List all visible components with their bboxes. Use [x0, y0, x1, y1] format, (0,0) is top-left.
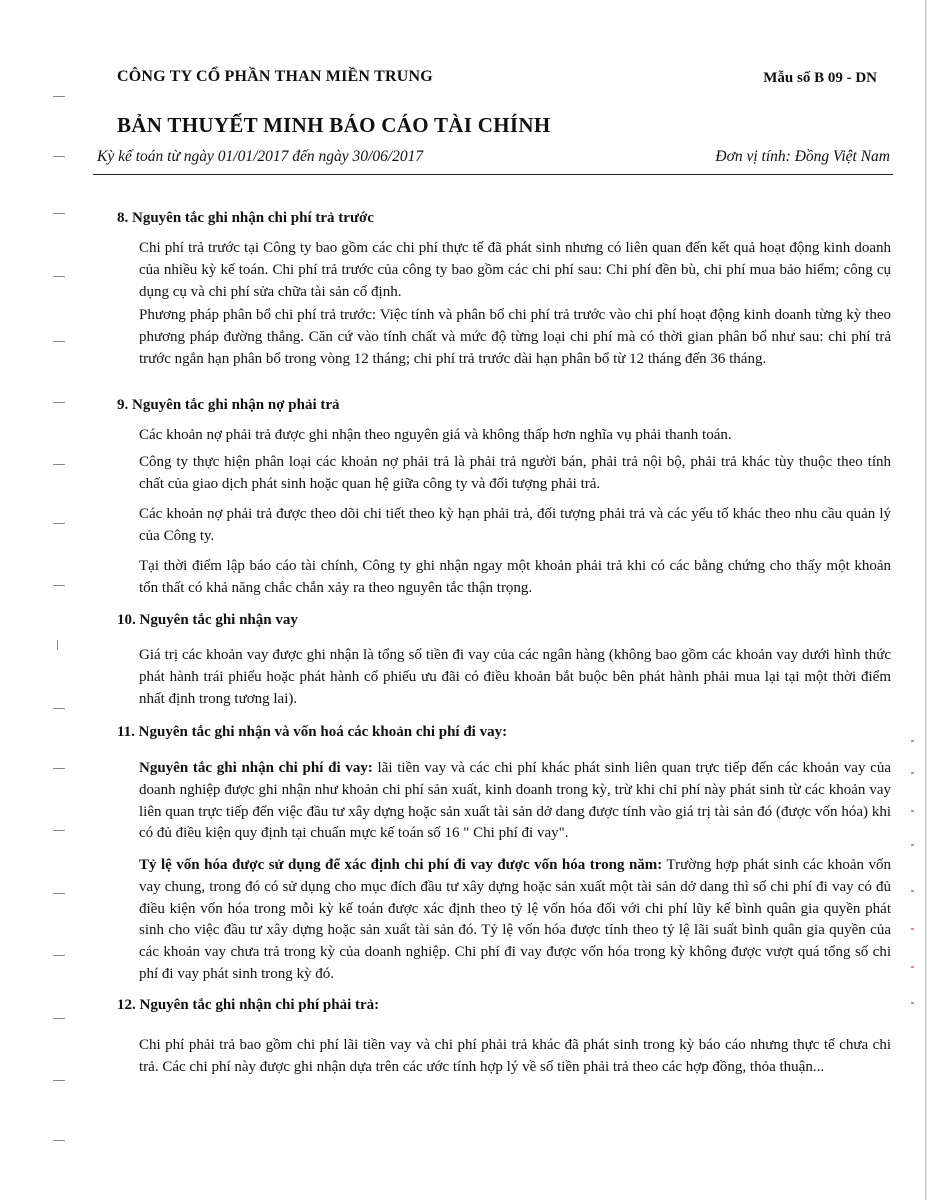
paragraph-body: Trường hợp phát sinh các khoản vốn vay chung, trong đó có sử dụng cho mục đích đầu tư xây dựng hoặc sản xuất một tài sản dở dang thì số chi phí đi vay có đủ điều kiện vốn hóa trong mỗi kỳ kế toán được xác định theo tỷ lệ vốn hóa đối với chi phí lũy kế bình quân gia quyền phát sinh cho việc đầu tư xây dựng hoặc sản xuất tài sản đó. Tỷ lệ vốn hóa được tính theo tỷ lệ lãi suất bình quân gia quyền của các khoản vay chưa trả trong kỳ của doanh nghiệp. Chi phí đi vay được vốn hóa trong kỳ không được vượt quá tổng số chi phí đi vay phát sinh trong kỳ đó. [139, 857, 891, 982]
section-heading: 10. Nguyên tắc ghi nhận vay [117, 612, 298, 628]
section-paragraph: Phương pháp phân bổ chi phí trả trước: Việc tính và phân bổ chi phí trả trước vào chi phí hoạt động kinh doanh từng kỳ theo phương pháp đường thẳng. Căn cứ vào tính chất và mức độ từng loại chi phí mà có thời gian phân bổ như sau: chi phí trả trước ngắn hạn phân bổ trong vòng 12 tháng; chi phí trả trước dài hạn phân bổ từ 12 tháng đến 36 tháng. [139, 307, 891, 367]
section-paragraph: Chi phí trả trước tại Công ty bao gồm các chi phí thực tế đã phát sinh nhưng có liên quan đến kết quả hoạt động kinh doanh của nhiều kỳ kế toán. Chi phí trả trước của công ty bao gồm các chi phí sau: Chi phí đền bù, chi phí mua bảo hiểm; công cụ dụng cụ và chi phí sửa chữa tài sản cố định. [139, 240, 891, 300]
scan-mark [53, 955, 65, 956]
scan-mark [53, 276, 65, 277]
scan-red-marks [911, 740, 915, 1020]
scan-mark [53, 1080, 65, 1081]
scan-mark [53, 523, 65, 524]
accounting-period: Kỳ kế toán từ ngày 01/01/2017 đến ngày 30/06/2017 [97, 148, 424, 165]
form-code: Mẫu số B 09 - DN [763, 70, 877, 86]
scan-mark [53, 341, 65, 342]
scan-mark [53, 464, 65, 465]
scan-mark [53, 402, 65, 403]
scan-mark [57, 640, 58, 650]
section-heading: 8. Nguyên tắc ghi nhận chi phí trả trước [117, 210, 374, 226]
section-heading: 12. Nguyên tắc ghi nhận chi phí phải trả: [117, 997, 380, 1013]
currency-unit: Đơn vị tính: Đồng Việt Nam [715, 148, 890, 165]
scan-mark [53, 708, 65, 709]
section-paragraph: Các khoản nợ phải trả được theo dõi chi tiết theo kỳ hạn phải trả, đối tượng phải trả và các yếu tố khác theo nhu cầu quản lý của Công ty. [139, 506, 891, 544]
header-divider [93, 174, 893, 175]
scan-mark [53, 893, 65, 894]
scan-mark [53, 768, 65, 769]
company-name: CÔNG TY CỔ PHẦN THAN MIỀN TRUNG [117, 68, 433, 85]
scan-mark [53, 830, 65, 831]
section-paragraph [139, 855, 891, 986]
section-paragraph: Công ty thực hiện phân loại các khoản nợ phải trả là phải trả người bán, phải trả nội bộ, phải trả khác tùy thuộc theo tính chất của giao dịch phát sinh hoặc quan hệ giữa công ty và đối tượng phải trả. [139, 454, 891, 492]
section-heading: 9. Nguyên tắc ghi nhận nợ phải trả [117, 397, 340, 413]
scan-mark [53, 1018, 65, 1019]
section-paragraph: Các khoản nợ phải trả được ghi nhận theo nguyên giá và không thấp hơn nghĩa vụ phải thanh toán. [139, 427, 732, 443]
section-paragraph: Chi phí phải trả bao gồm chi phí lãi tiền vay và chi phí phải trả khác đã phát sinh trong kỳ báo cáo nhưng thực tế chưa chi trả. Các chi phí này được ghi nhận dựa trên các ước tính hợp lý về số tiền phải trả theo các hợp đồng, thỏa thuận... [139, 1037, 891, 1075]
paragraph-lead: Tỷ lệ vốn hóa được sử dụng để xác định chi phí đi vay được vốn hóa trong năm: [139, 857, 663, 873]
section-heading: 11. Nguyên tắc ghi nhận và vốn hoá các khoản chi phí đi vay: [117, 724, 508, 740]
scan-mark [53, 156, 65, 157]
document-title: BẢN THUYẾT MINH BÁO CÁO TÀI CHÍNH [117, 113, 551, 137]
scan-mark [53, 213, 65, 214]
section-paragraph [139, 758, 891, 845]
section-paragraph: Giá trị các khoản vay được ghi nhận là tổng số tiền đi vay của các ngân hàng (không bao gồm các khoản vay dưới hình thức phát hành trái phiếu hoặc phát hành cổ phiếu ưu đãi có điều khoản bắt buộc bên phát hành phải mua lại tại một thời điểm nhất định trong tương lai). [139, 647, 891, 707]
scan-mark [53, 1140, 65, 1141]
section-paragraph: Tại thời điểm lập báo cáo tài chính, Công ty ghi nhận ngay một khoản phải trả khi có các bằng chứng cho thấy một khoản tổn thất có khả năng chắc chắn xảy ra theo nguyên tắc thận trọng. [139, 558, 891, 596]
paragraph-lead: Nguyên tắc ghi nhận chi phí đi vay: [139, 760, 373, 776]
scan-mark [53, 585, 65, 586]
scan-mark [53, 96, 65, 97]
paragraph-body: lãi tiền vay và các chi phí khác phát sinh liên quan trực tiếp đến các khoản vay của doanh nghiệp được ghi nhận như khoản chi phí sản xuất, kinh doanh trong kỳ, trừ khi chi phí này phát sinh từ các khoản vay liên quan trực tiếp đến việc đầu tư xây dựng hoặc sản xuất tài sản dở dang được tính vào giá trị tài sản đó (được vốn hóa) khi có đủ điều kiện quy định tại chuẩn mực kế toán số 16 " Chi phí đi vay". [139, 760, 891, 842]
